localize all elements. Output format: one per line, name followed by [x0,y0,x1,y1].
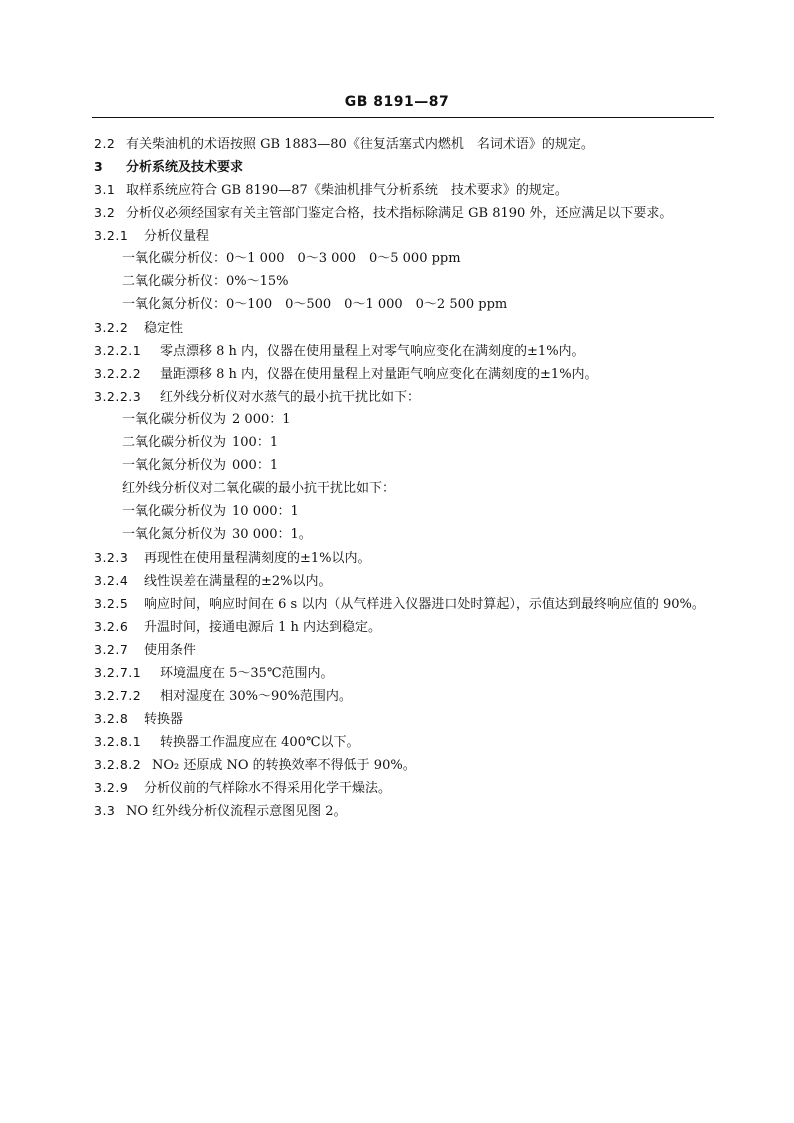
clause-3-2-3 [94,546,714,569]
clause-3-2-2-3 [94,385,714,408]
clause-number: 3.2.2.3 [94,389,142,404]
clause-text: 相对湿度在 30%～90%范围内。 [160,689,352,704]
clause-3-2-9 [94,776,714,799]
ratio-value: 10 000：1 [232,504,299,519]
clause-text: 转换器工作温度应在 400℃以下。 [160,735,360,750]
clause-number: 3.2.6 [94,619,129,634]
clause-3-1 [94,178,714,201]
clause-3-2-6 [94,615,714,638]
clause-number: 3.3 [94,803,116,818]
clause-number: 3.2.2.2 [94,366,142,381]
ratio-value: 100：1 [232,435,279,450]
clause-3-2-5 [94,592,714,615]
clause-text: 使用条件 [144,643,197,658]
header-rule [92,117,714,118]
clause-text: 稳定性 [144,321,184,336]
section-number: 3 [94,159,104,174]
clause-text: 分析仪前的气样除水不得采用化学干燥法。 [144,781,392,796]
clause-number: 3.2.8.2 [94,757,142,772]
clause-number: 3.2.8.1 [94,734,142,749]
clause-3-2 [94,201,714,224]
clause-text: 量距漂移 8 h 内，仪器在使用量程上对量距气响应变化在满刻度的±1%内。 [160,367,598,382]
clause-number: 3.1 [94,182,116,197]
clause-text: 环境温度在 5～35℃范围内。 [160,666,334,681]
clause-number: 3.2 [94,205,116,220]
clause-text: NO 红外线分析仪流程示意图见图 2。 [126,804,347,819]
clause-text: 升温时间，接通电源后 1 h 内达到稳定。 [144,620,382,635]
intro-text: 红外线分析仪对二氧化碳的最小抗干扰比如下： [122,481,396,496]
clause-3-2-8 [94,707,714,730]
ratio-value: 30 000：1。 [232,527,312,542]
section-3-heading [94,155,714,178]
range-co2 [94,270,714,293]
clause-number: 3.2.8 [94,711,129,726]
range-text: 一氧化氮分析仪：0～100 0～500 0～1 000 0～2 500 ppm [122,297,508,312]
range-text: 一氧化碳分析仪：0～1 000 0～3 000 0～5 000 ppm [122,251,461,266]
document-body [94,132,714,822]
clause-number: 2.2 [94,136,116,151]
clause-number: 3.2.7 [94,642,129,657]
clause-number: 3.2.3 [94,550,129,565]
range-co [94,247,714,270]
ratio-label: 一氧化碳分析仪为 [122,504,227,519]
clause-number: 3.2.2 [94,320,129,335]
clause-3-2-2-2 [94,362,714,385]
clause-text: 转换器 [144,712,184,727]
clause-3-3 [94,799,714,822]
clause-2-2 [94,132,714,155]
range-text: 二氧化碳分析仪：0%～15% [122,274,289,289]
ratio-label: 一氧化氮分析仪为 [122,458,227,473]
clause-number: 3.2.7.1 [94,665,142,680]
co2-interference-intro [94,477,714,500]
clause-3-2-7-1 [94,661,714,684]
ratio-label: 一氧化氮分析仪为 [122,527,227,542]
clause-number: 3.2.9 [94,780,129,795]
water-ratio-no [94,454,714,477]
co2-ratio-co [94,500,714,523]
page-header-code: GB 8191—87 [344,94,450,110]
ratio-value: 000：1 [232,458,279,473]
clause-text: 再现性在使用量程满刻度的±1%以内。 [144,551,371,566]
clause-number: 3.2.7.2 [94,688,142,703]
co2-ratio-no [94,523,714,546]
clause-text: 有关柴油机的术语按照 GB 1883—80《往复活塞式内燃机 名词术语》的规定。 [126,137,594,152]
clause-3-2-2-1 [94,339,714,362]
clause-text: 红外线分析仪对水蒸气的最小抗干扰比如下： [160,390,421,405]
clause-number: 3.2.4 [94,573,129,588]
clause-3-2-8-1 [94,730,714,753]
clause-3-2-2 [94,316,714,339]
ratio-label: 二氧化碳分析仪为 [122,435,227,450]
clause-text: 零点漂移 8 h 内，仪器在使用量程上对零气响应变化在满刻度的±1%内。 [160,344,585,359]
clause-text: NO₂ 还原成 NO 的转换效率不得低于 90%。 [152,758,416,773]
clause-3-2-8-2 [94,753,714,776]
ratio-value: 2 000：1 [232,412,291,427]
clause-text: 线性误差在满量程的±2%以内。 [144,574,332,589]
section-title: 分析系统及技术要求 [126,160,244,175]
clause-number: 3.2.5 [94,596,129,611]
range-no [94,293,714,316]
clause-3-2-1 [94,224,714,247]
clause-text: 分析仪量程 [144,229,210,244]
clause-number: 3.2.2.1 [94,343,142,358]
clause-text: 取样系统应符合 GB 8190—87《柴油机排气分析系统 技术要求》的规定。 [126,183,568,198]
water-ratio-co [94,408,714,431]
clause-3-2-7 [94,638,714,661]
clause-3-2-7-2 [94,684,714,707]
clause-text: 响应时间，响应时间在 6 s 以内（从气样进入仪器进口处时算起），示值达到最终响应值的 90%。 [144,597,705,612]
clause-3-2-4 [94,569,714,592]
clause-number: 3.2.1 [94,228,129,243]
ratio-label: 一氧化碳分析仪为 [122,412,227,427]
water-ratio-co2 [94,431,714,454]
clause-text: 分析仪必须经国家有关主管部门鉴定合格，技术指标除满足 GB 8190 外，还应满足以下要求。 [126,206,673,221]
